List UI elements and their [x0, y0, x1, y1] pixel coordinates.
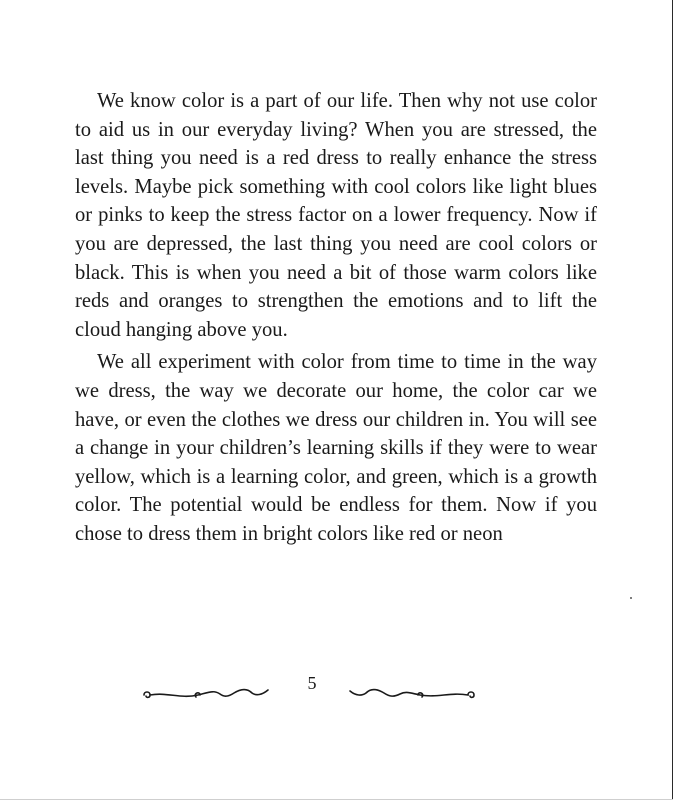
paper-speck — [630, 597, 632, 599]
paragraph-2: We all experiment with color from time to time in the way we dress, the way we decorate our home, the color car we have, or even the clothes we dress our children in. You will see a change in your children’s learning skills if they were to wear yellow, which is a learning color, and green, which is a growth color. The potential would be endless for them. Now if you chose to dress them in bright colors like red or neon — [75, 351, 597, 545]
page-number: 5 — [307, 673, 317, 693]
page-edge-right — [672, 0, 673, 800]
body-text — [75, 87, 597, 549]
page-footer — [140, 672, 485, 702]
right-flourish-ornament — [344, 684, 478, 706]
left-flourish-ornament — [140, 684, 274, 706]
paragraph-1: We know color is a part of our life. Then why not use color to aid us in our everyday living? When you are stressed, the last thing you need is a red dress to really enhance the stress levels. Maybe pick something with cool colors like light blues or pinks to keep the stress factor on a lower frequency. Now if you are depressed, the last thing you need are cool colors or black. This is when you need a bit of those warm colors like reds and oranges to strengthen the emotions and to lift the cloud hanging above you. — [75, 90, 597, 341]
